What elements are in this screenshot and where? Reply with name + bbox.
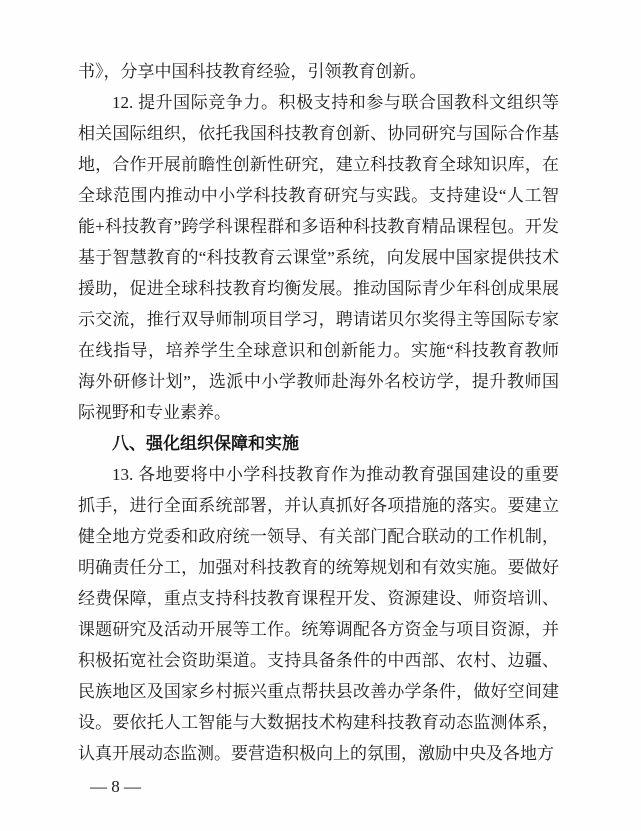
page-footer <box>90 776 141 798</box>
paragraph-item-12: 12. 提升国际竞争力。积极支持和参与联合国教科文组织等相关国际组织，依托我国科技教育创新、协同研究与国际合作基地，合作开展前瞻性创新性研究，建立科技教育全球知识库，在全球范围内推动中小学科技教育研究与实践。支持建设“人工智能+科技教育”跨学科课程群和多语种科技教育精品课程包。开发基于智慧教育的“科技教育云课堂”系统，向发展中国家提供技术援助，促进全球科技教育均衡发展。推动国际青少年科创成果展示交流，推行双导师制项目学习，聘请诺贝尔奖得主等国际专家在线指导，培养学生全球意识和创新能力。实施“科技教育教师海外研修计划”，选派中小学教师赴海外名校访学，提升教师国际视野和专业素养。 <box>78 93 559 422</box>
page-number: — 8 — <box>90 777 141 796</box>
section-heading: 八、强化组织保障和实施 <box>112 434 299 453</box>
paragraph-continuation: 书》，分享中国科技教育经验，引领教育创新。 <box>78 62 427 81</box>
document-body <box>78 56 559 769</box>
paragraph-item-13: 13. 各地要将中小学科技教育作为推动教育强国建设的重要抓手，进行全面系统部署，并认真抓好各项措施的落实。要建立健全地方党委和政府统一领导、有关部门配合联动的工作机制，明确责任分工，加强对科技教育的统筹规划和有效实施。要做好经费保障，重点支持科技教育课程开发、资源建设、师资培训、课题研究及活动开展等工作。统筹调配各方资金与项目资源，并积极拓宽社会资助渠道。支持具备条件的中西部、农村、边疆、民族地区及国家乡村振兴重点帮扶县改善办学条件，做好空间建设。要依托人工智能与大数据技术构建科技教育动态监测体系，认真开展动态监测。要营造积极向上的氛围，激励中央及各地方 <box>78 465 559 763</box>
